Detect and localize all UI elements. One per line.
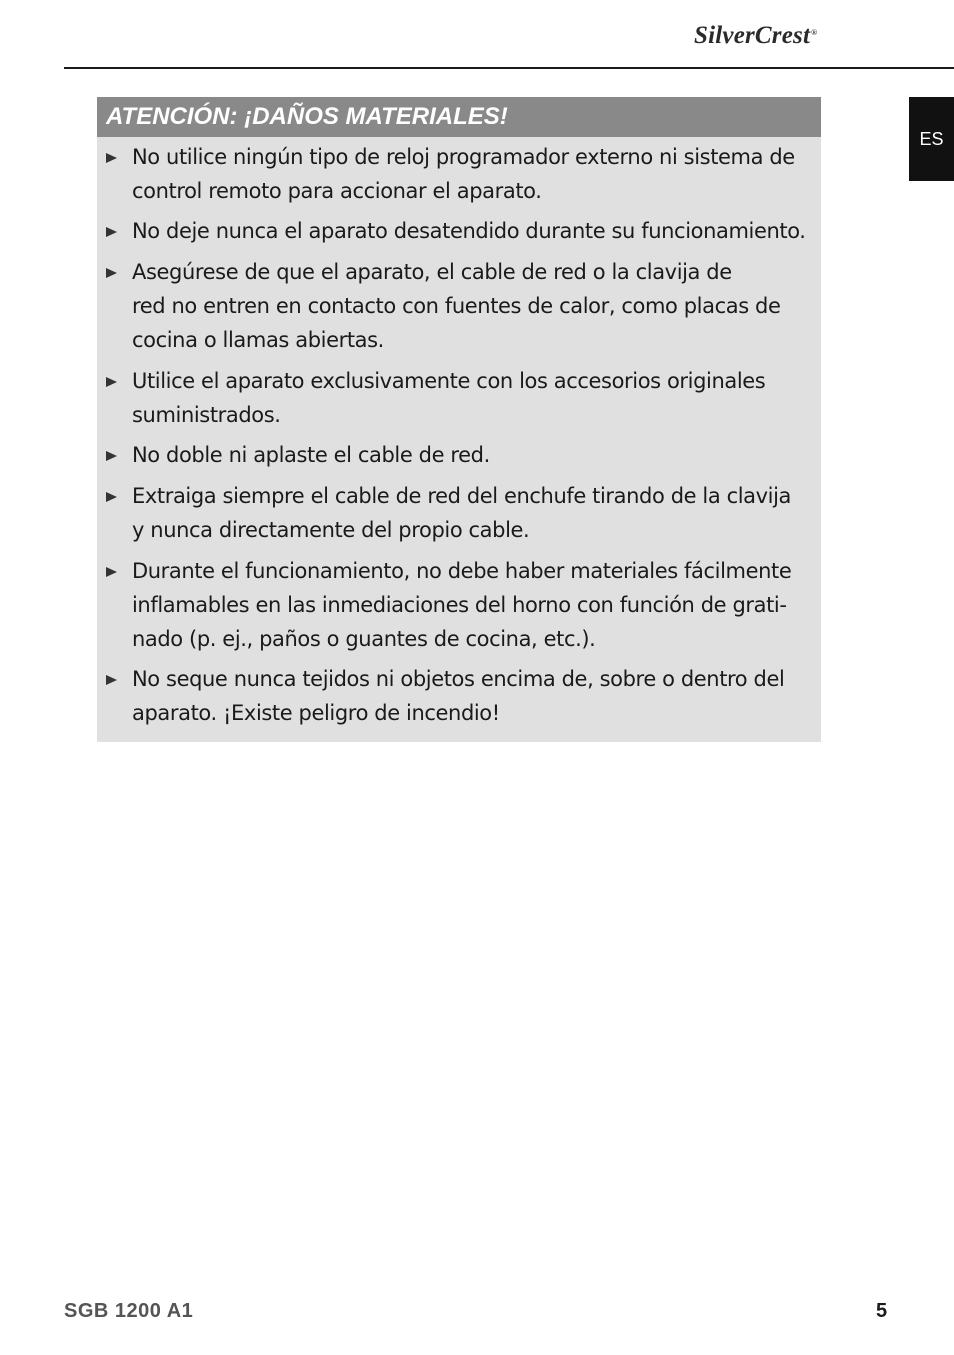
triangle-bullet-icon bbox=[106, 492, 117, 502]
warning-box bbox=[97, 97, 821, 742]
warning-item-line: cocina o llamas abiertas. bbox=[132, 328, 384, 352]
warning-item-line: Extraiga siempre el cable de red del enchufe tirando de la clavija bbox=[132, 484, 792, 508]
warning-item-line: No utilice ningún tipo de reloj programador externo ni sistema de bbox=[132, 145, 795, 169]
warning-item-line: Durante el funcionamiento, no debe haber materiales fácilmente bbox=[132, 559, 792, 583]
warning-item-text bbox=[132, 214, 816, 248]
brand-logo-text: SilverCrest bbox=[694, 22, 811, 49]
warning-item-line: nado (p. ej., paños o guantes de cocina, etc.). bbox=[132, 627, 596, 651]
triangle-bullet-icon bbox=[106, 675, 117, 685]
triangle-bullet-icon bbox=[106, 567, 117, 577]
language-tab-label: ES bbox=[919, 128, 944, 149]
warning-item-line: No seque nunca tejidos ni objetos encima de, sobre o dentro del bbox=[132, 667, 785, 691]
warning-item-text bbox=[132, 479, 816, 547]
warning-item-line: suministrados. bbox=[132, 403, 281, 427]
warning-item-line: Asegúrese de que el aparato, el cable de red o la clavija de bbox=[132, 260, 732, 284]
warning-item-text bbox=[132, 255, 816, 357]
warning-item-line: control remoto para accionar el aparato. bbox=[132, 179, 542, 203]
registered-mark: ® bbox=[811, 28, 818, 37]
footer-page-number: 5 bbox=[876, 1300, 888, 1322]
warning-item-line: inflamables en las inmediaciones del horno con función de grati- bbox=[132, 593, 787, 617]
footer-model-number: SGB 1200 A1 bbox=[64, 1300, 194, 1322]
warning-item-line: aparato. ¡Existe peligro de incendio! bbox=[132, 701, 500, 725]
triangle-bullet-icon bbox=[106, 377, 117, 387]
triangle-bullet-icon bbox=[106, 268, 117, 278]
warning-item-text bbox=[132, 662, 816, 730]
warning-title: ATENCIÓN: ¡DAÑOS MATERIALES! bbox=[97, 97, 821, 137]
warning-item-text bbox=[132, 364, 816, 432]
header-divider bbox=[64, 67, 954, 69]
triangle-bullet-icon bbox=[106, 227, 117, 237]
warning-item-line: y nunca directamente del propio cable. bbox=[132, 518, 530, 542]
language-tab bbox=[909, 97, 954, 181]
brand-logo bbox=[694, 22, 894, 56]
warning-item-text bbox=[132, 438, 816, 472]
warning-item-text bbox=[132, 554, 816, 656]
warning-item-line: No doble ni aplaste el cable de red. bbox=[132, 443, 490, 467]
triangle-bullet-icon bbox=[106, 451, 117, 461]
warning-item-line: red no entren en contacto con fuentes de calor, como placas de bbox=[132, 294, 781, 318]
triangle-bullet-icon bbox=[106, 153, 117, 163]
warning-item-text bbox=[132, 140, 816, 208]
warning-item-line: No deje nunca el aparato desatendido durante su funcionamiento. bbox=[132, 219, 806, 243]
warning-item-line: Utilice el aparato exclusivamente con los accesorios originales bbox=[132, 369, 766, 393]
